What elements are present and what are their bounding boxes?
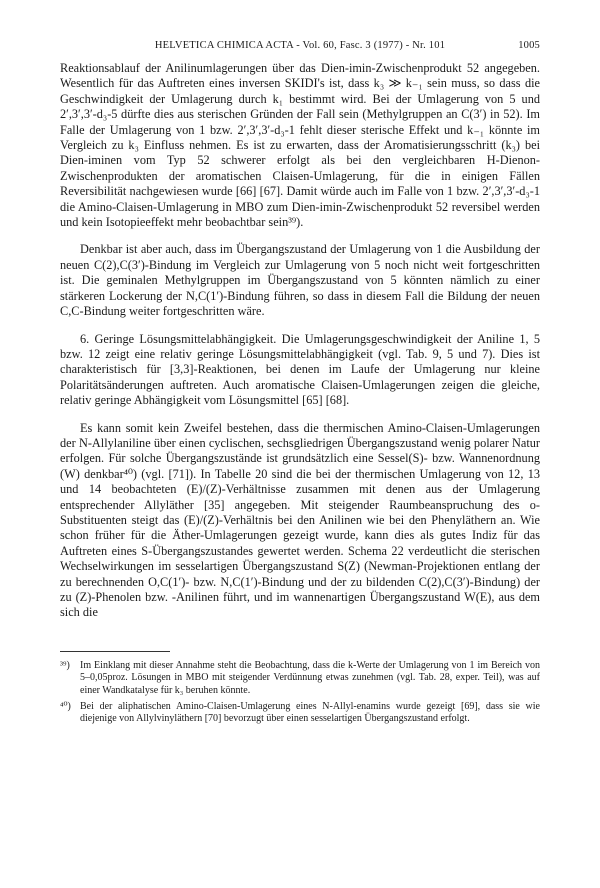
journal-page (60, 40, 540, 726)
paragraph-cyclic-transition-state: Es kann somit kein Zweifel bestehen, dass die thermischen Amino-Claisen-Umlagerungen der N-Allylaniline über einen cyclischen, sechsgliedrigen Übergangszustand wenig polarer Natur erfolgen. Für solche Übergangszustände ist grundsätzlich eine Sessel(S)- bzw. Wannenordnung (W) denkbar⁴⁰) (vgl. [71]). In Tabelle 20 sind die bei der thermischen Umlagerung von 12, 13 und 14 beobachteten (E)/(Z)-Verhältnisse zusammen mit denen aus der Umlagerung entsprechender Allyläther [35] angegeben. Mit steigender Raumbeanspruchung des o-Substituenten steigt das (E)/(Z)-Verhältnis bei den Anilinen wie bei den Phenyläthern an. Wie schon früher für die Äther-Umlagerungen gezeigt wurde, kann dies als gutes Indiz für das Auftreten eines S-Übergangszustandes gewertet werden. Schema 22 verdeutlicht die sterischen Wechselwirkungen im sesselartigen Übergangszustand S(Z) (Newman-Projektionen entlang der zu berechnenden O,C(1′)- bzw. N,C(1′)-Bindung und der zu bildenden C(2),C(3′)-Bindung) der zu (Z)-Phenolen bzw. -Anilinen führt, und im wannenartigen Übergangszustand W(E), aus dem sich die (60, 420, 540, 620)
running-header (60, 40, 540, 58)
footnote-mark: ⁴⁰) (60, 701, 71, 713)
footnote-text: Bei der aliphatischen Amino-Claisen-Umlagerung eines N-Allyl-enamins wurde gezeigt [69], dass sie wie diejenige von Allylvinyläthern [70] bevorzugt über einen sesselartigen Übergangszustand erfolgt. (80, 701, 540, 725)
paragraph-reaction-mechanism: Reaktionsablauf der Anilinumlagerungen über das Dien-imin-Zwischenprodukt 52 angegeben. Wesentlich für das Auftreten eines inversen SKIDI's ist, dass k₃ ≫ k₋₁ sein muss, so dass die Geschwindigkeit der Umlagerung durch k₁ bestimmt wird. Bei der Umlagerung von 5 und 2′,3′,3′-d₃-5 dürfte dies aus sterischen Gründen der Fall sein (Methylgruppen an C(3′) in 52). Im Falle der Umlagerung von 1 bzw. 2′,3′,3′-d₃-1 fehlt dieser sterische Effekt und k₋₁ könnte im Vergleich zu k₃ Einfluss nehmen. Es ist zu erwarten, dass der Aromatisierungsschritt (k₃) bei Dien-iminen vom Typ 52 schwerer erfolgt als bei den vergleichbaren H-Dienon-Zwischenprodukten der aromatischen Claisen-Umlagerung, für die in einigen Fällen Reversibilität nachgewiesen wurde [66] [67]. Damit würde auch im Falle von 1 bzw. 2′,3′,3′-d₃-1 die Amino-Claisen-Umlagerung in MBO zum Dien-imin-Zwischenprodukt 52 reversibel werden und kein Isotopieeffekt mehr beobachtbar sein³⁹). (60, 61, 540, 230)
paragraph-transition-state: Denkbar ist aber auch, dass im Übergangszustand der Umlagerung von 1 die Ausbildung der neuen C(2),C(3′)-Bindung im Vergleich zur Umlagerung von 5 noch nicht weit fortgeschritten ist. Die geminalen Methylgruppen im Übergangszustand von 5 könnten nämlich zu einer stärkeren Lockerung der N,C(1′)-Bindung führen, so dass in diesem Fall die Bildung der neuen C,C-Bindung weiter fortgeschritten wäre. (60, 242, 540, 319)
footnote-39 (60, 660, 540, 697)
page-number: 1005 (518, 40, 540, 51)
footnote-40 (60, 701, 540, 726)
article-body (60, 61, 540, 621)
footnote-text: Im Einklang mit dieser Annahme steht die Beobachtung, dass die k-Werte der Umlagerung von 1 im Bereich von 5–0,05proz. Lösungen in MBO mit steigender Verdünnung etwas zunehmen (vgl. Tab. 28, exper. Teil), was auf einer Wandkatalyse für k₃ beruhen könnte. (80, 659, 540, 696)
footnote-divider (60, 651, 170, 652)
footnote-mark: ³⁹) (60, 659, 70, 671)
paragraph-solvent-dependence: 6. Geringe Lösungsmittelabhängigkeit. Die Umlagerungsgeschwindigkeit der Aniline 1, 5 bzw. 12 zeigt eine relativ geringe Lösungsmittelabhängigkeit (vgl. Tab. 9, 5 und 7). Dies ist charakteristisch für [3,3]-Reaktionen, bei denen im Laufe der Umlagerung nur kleine Polaritätsänderungen auftreten. Auch aromatische Claisen-Umlagerungen zeigen die gleiche, relativ geringe Abhängigkeit vom Lösungsmittel [65] [68]. (60, 331, 540, 408)
journal-title: HELVETICA CHIMICA ACTA - Vol. 60, Fasc. 3 (1977) - Nr. 101 (154, 40, 446, 51)
